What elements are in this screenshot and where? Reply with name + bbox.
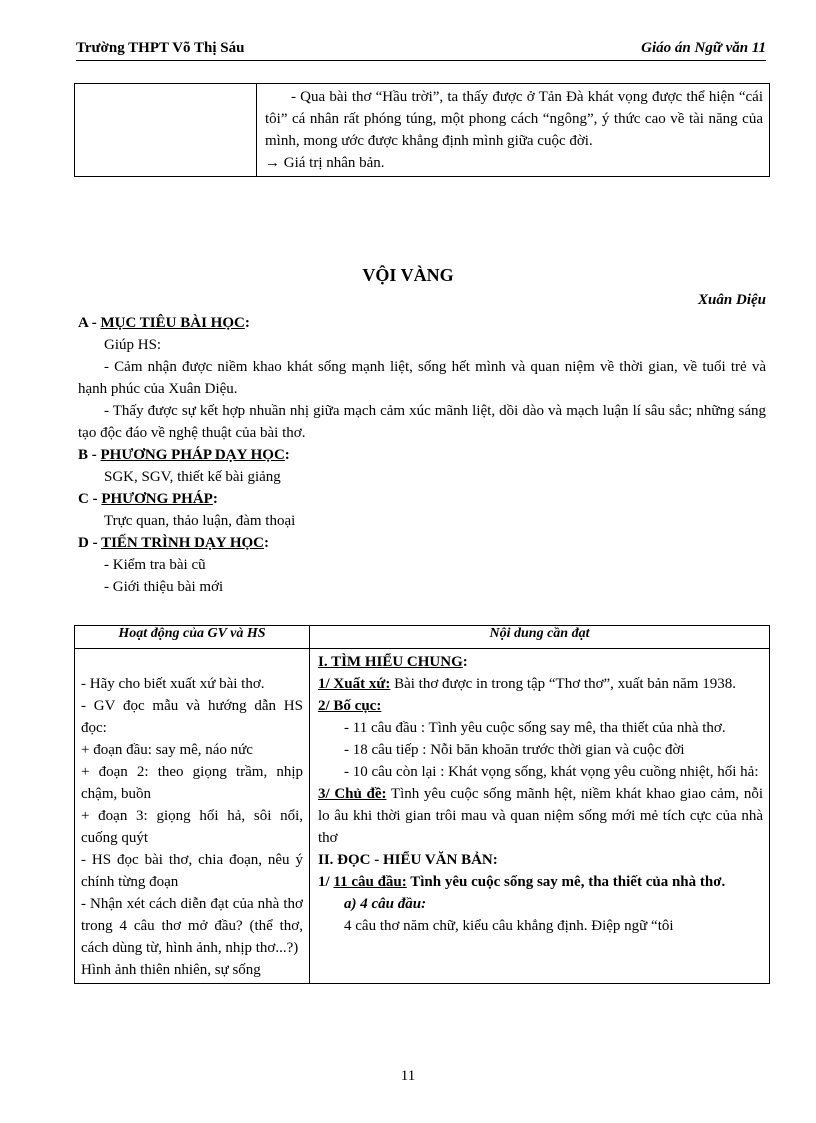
continuation-right-cell xyxy=(257,84,770,177)
section-a-line: - Cảm nhận được niềm khao khát sống mạnh liệt, sống hết mình và quan niệm về thời gian, về tuổi trẻ và hạnh phúc của Xuân Diệu. xyxy=(78,359,766,397)
page-number: 11 xyxy=(400,1068,416,1084)
book-title: Giáo án Ngữ văn 11 xyxy=(641,40,766,56)
school-name: Trường THPT Võ Thị Sáu xyxy=(76,40,245,56)
lesson-table xyxy=(74,625,770,984)
activity-item: + đoạn 3: giọng hối hả, sôi nổi, cuống quýt xyxy=(81,808,303,846)
activity-item: - Nhận xét cách diễn đạt của nhà thơ trong 4 câu thơ mở đầu? (thể thơ, cách dùng từ, hình ảnh, nhịp thơ...?) xyxy=(81,896,303,956)
content-structure-label: 2/ Bố cục: xyxy=(318,698,382,714)
section-d-heading: D - TIẾN TRÌNH DẠY HỌC: xyxy=(78,535,270,551)
content-section-1: I. TÌM HIỂU CHUNG: xyxy=(318,654,468,670)
lesson-author: Xuân Diệu xyxy=(698,292,766,308)
page-header xyxy=(76,38,766,61)
content-origin: 1/ Xuất xứ: Bài thơ được in trong tập “Thơ thơ”, xuất bản năm 1938. xyxy=(318,676,736,692)
lesson-body xyxy=(78,312,766,598)
section-d-line: - Giới thiệu bài mới xyxy=(104,579,224,595)
activity-item: - HS đọc bài thơ, chia đoạn, nêu ý chính từng đoạn xyxy=(81,852,303,890)
activity-item: - GV đọc mẫu và hướng dẫn HS đọc: xyxy=(81,698,303,736)
content-structure-line: - 10 câu còn lại : Khát vọng sống, khát vọng yêu cuồng nhiệt, hối hả: xyxy=(344,764,759,780)
content-cell xyxy=(310,649,770,984)
content-subsection-1: 1/ 11 câu đầu: Tình yêu cuộc sống say mê, tha thiết của nhà thơ. xyxy=(318,874,726,890)
table-header-activities: Hoạt động của GV và HS xyxy=(75,626,310,649)
continuation-conclusion: → Giá trị nhân bản. xyxy=(265,155,385,171)
continuation-table xyxy=(74,83,770,177)
activities-cell xyxy=(75,649,310,984)
activity-item: - Hãy cho biết xuất xứ bài thơ. xyxy=(81,676,265,692)
content-section-2: II. ĐỌC - HIỂU VĂN BẢN: xyxy=(318,852,498,868)
content-subsection-a: a) 4 câu đầu: xyxy=(344,896,427,912)
section-a-line: Giúp HS: xyxy=(104,337,162,353)
content-structure-line: - 18 câu tiếp : Nỗi băn khoăn trước thời gian và cuộc đời xyxy=(344,742,685,758)
lesson-title: VỘI VÀNG xyxy=(362,265,454,285)
section-a-heading: A - MỤC TIÊU BÀI HỌC: xyxy=(78,315,250,331)
section-c-heading: C - PHƯƠNG PHÁP: xyxy=(78,491,218,507)
content-structure-line: - 11 câu đầu : Tình yêu cuộc sống say mê, tha thiết của nhà thơ. xyxy=(344,720,726,736)
content-analysis: 4 câu thơ năm chữ, kiểu câu khẳng định. Điệp ngữ “tôi xyxy=(344,918,674,934)
section-a-line: - Thấy được sự kết hợp nhuần nhị giữa mạch cảm xúc mãnh liệt, dồi dào và mạch luận lí sâu sắc; những sáng tạo độc đáo về nghệ thuật của bài thơ. xyxy=(78,403,766,441)
table-header-content: Nội dung cần đạt xyxy=(310,626,770,649)
section-b-heading: B - PHƯƠNG PHÁP DẠY HỌC: xyxy=(78,447,290,463)
section-b-line: SGK, SGV, thiết kế bài giảng xyxy=(104,469,281,485)
section-c-line: Trực quan, thảo luận, đàm thoại xyxy=(104,513,296,529)
continuation-paragraph: - Qua bài thơ “Hầu trời”, ta thấy được ở Tản Đà khát vọng được thể hiện “cái tôi” cá nhân rất phóng túng, một phong cách “ngông”, ý thức cao về tài năng của mình, mong ước được khẳng định mình giữa cuộc đời. xyxy=(265,89,763,149)
activity-item: Hình ảnh thiên nhiên, sự sống xyxy=(81,962,261,978)
content-theme: 3/ Chủ đề: Tình yêu cuộc sống mãnh hệt, niềm khát khao giao cảm, nỗi lo âu khi thời gian trôi mau và quan niệm sống mới mẻ tích cực của nhà thơ xyxy=(318,786,763,846)
section-d-line: - Kiểm tra bài cũ xyxy=(104,557,206,573)
continuation-left-cell xyxy=(75,84,257,177)
activity-item: + đoạn 2: theo giọng trầm, nhịp chậm, buồn xyxy=(81,764,303,802)
activity-item: + đoạn đầu: say mê, náo nức xyxy=(81,742,253,758)
